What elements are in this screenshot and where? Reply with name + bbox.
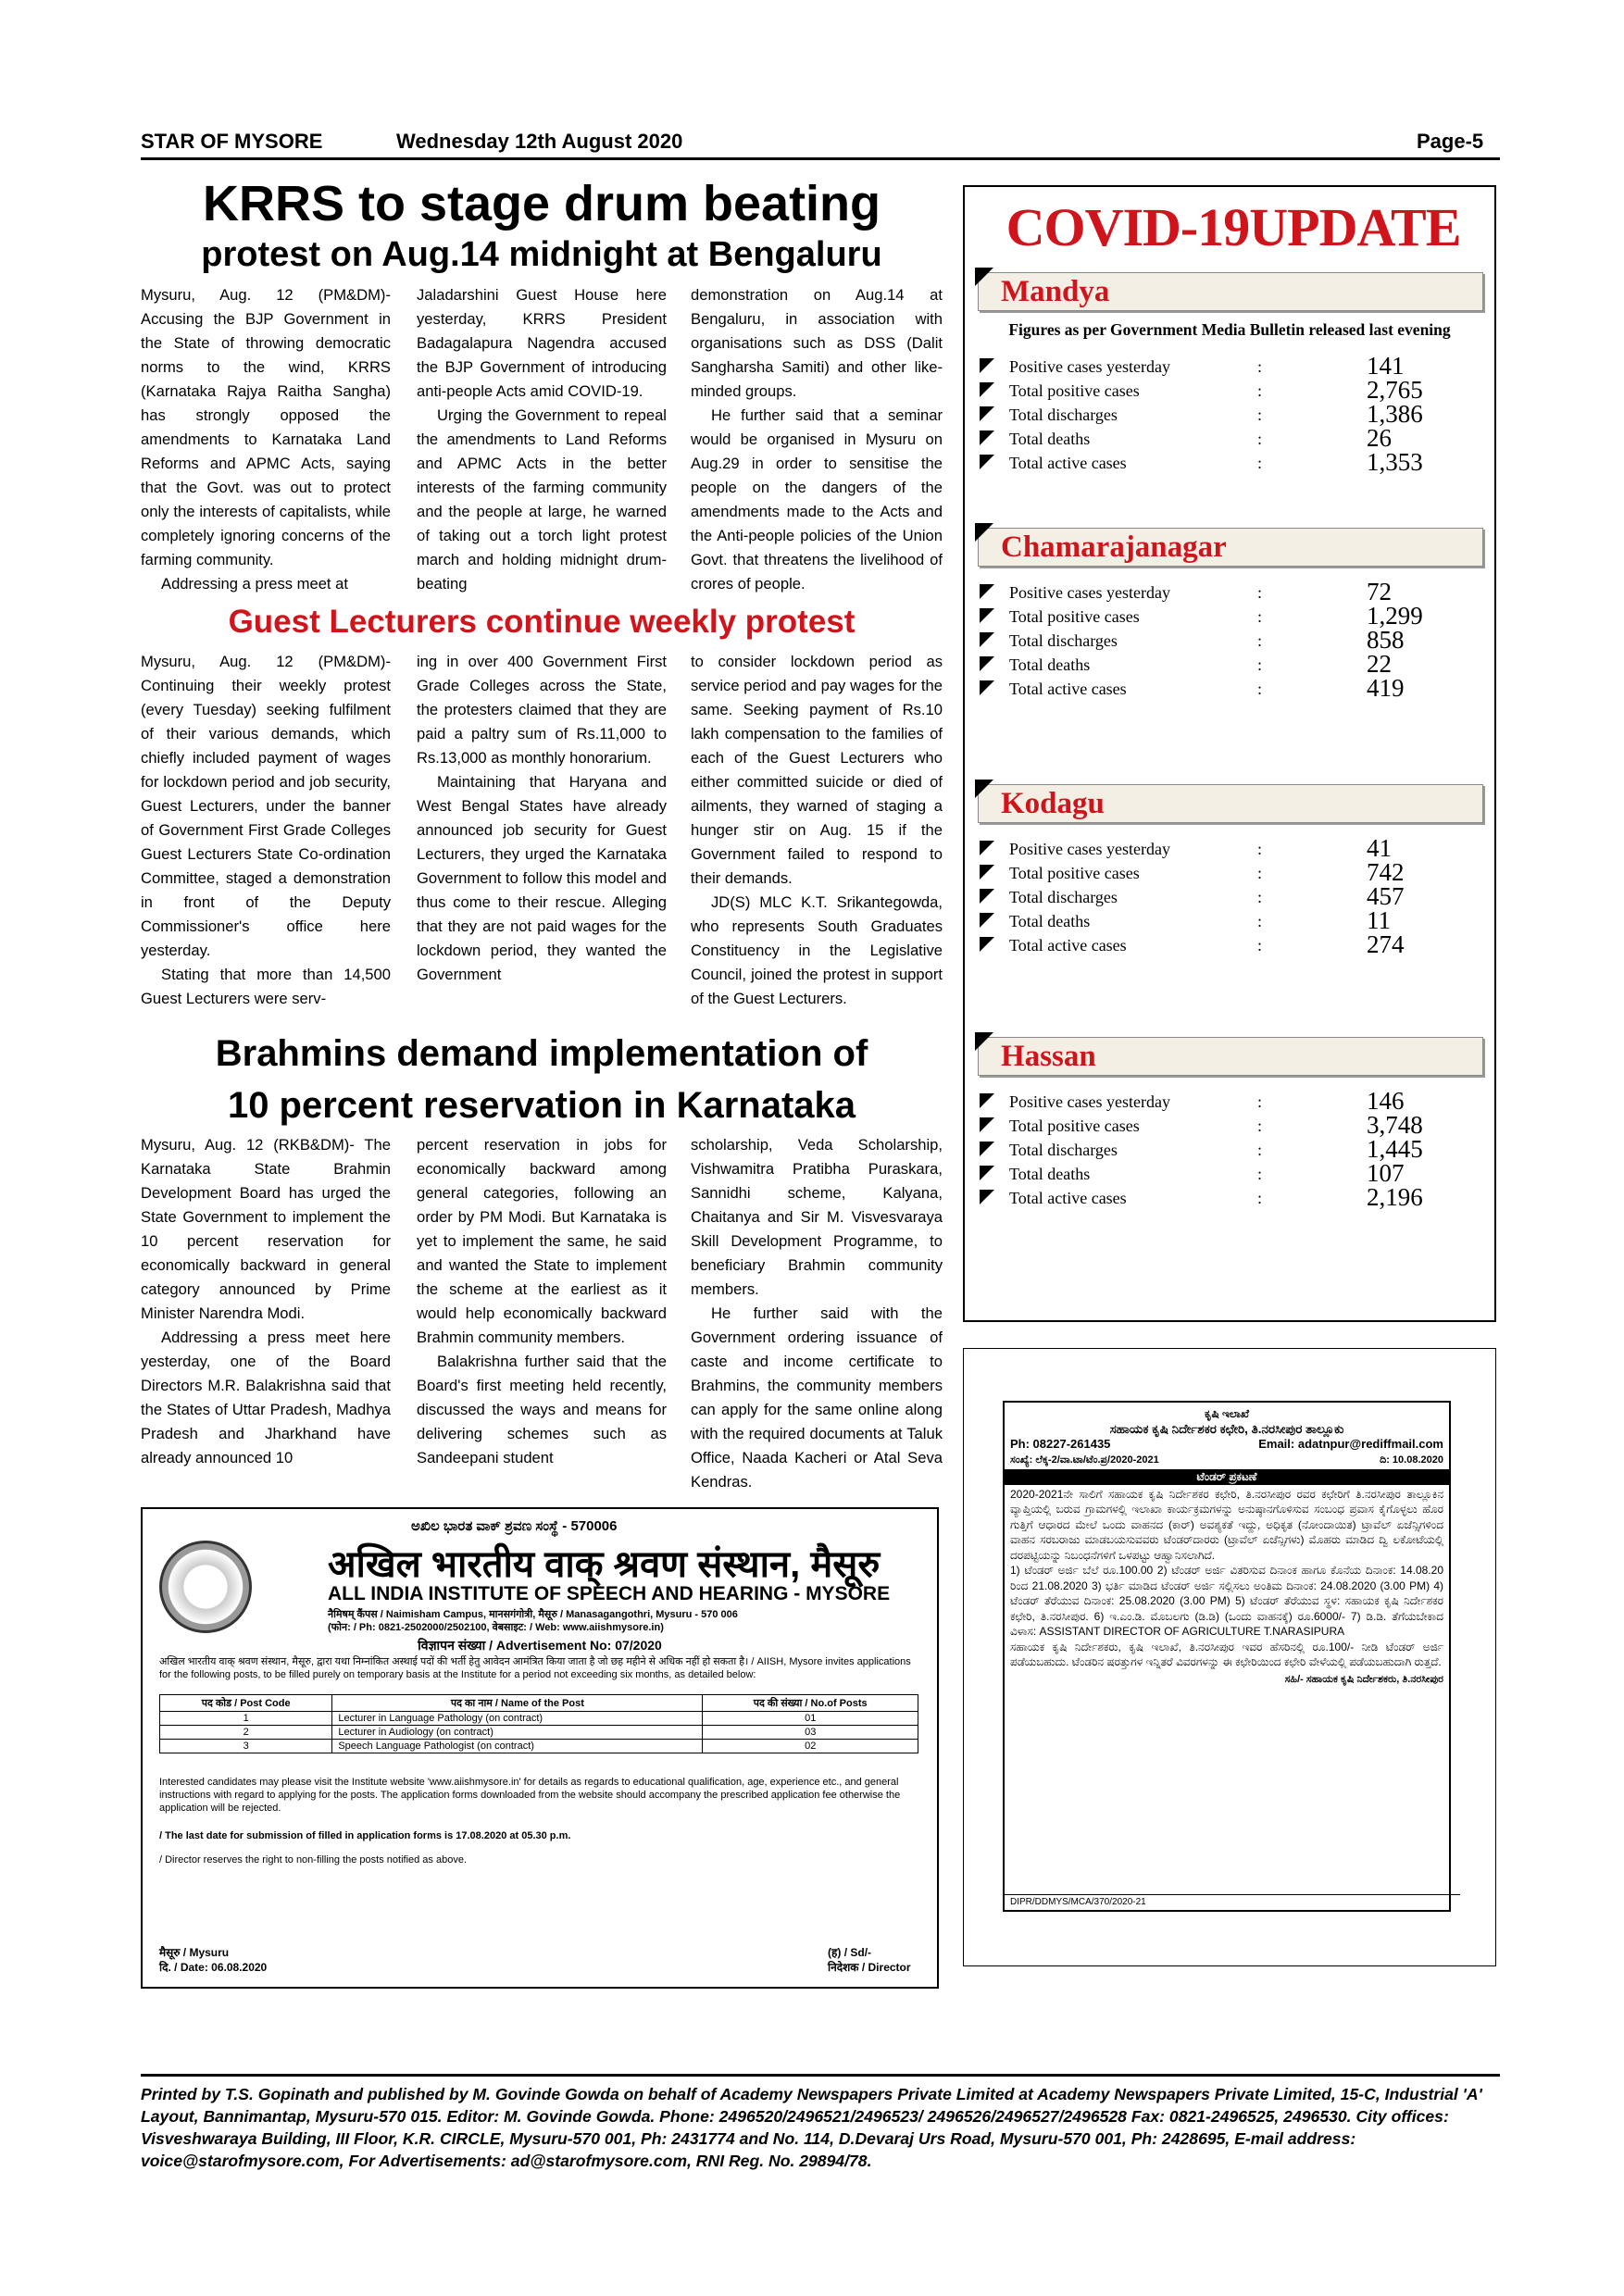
tender-email: Email: adatnpur@rediffmail.com <box>1258 1437 1443 1451</box>
stat-label: Total deaths <box>1009 655 1091 674</box>
table-row <box>160 1740 918 1753</box>
table-header-cell: पद का नाम / Name of the Post <box>332 1695 703 1712</box>
stat-label: Total active cases <box>1009 680 1127 698</box>
paragraph: He further said with the Government ordering issuance of caste and income certificate to Brahmins, the community members can apply for the same online along with the required documents at Taluk Office, Naada Kacheri or Atal Seva Kendras. <box>691 1304 943 1491</box>
stat-label: Positive cases yesterday <box>1009 840 1170 858</box>
bullet-triangle-icon <box>980 913 994 928</box>
tender-dept: ಕೃಷಿ ಇಲಾಖೆ <box>1204 1407 1250 1420</box>
tender-notice-title: ಟೆಂಡರ್ ಪ್ರಕಟಣೆ <box>1005 1469 1449 1485</box>
stat-value: 274 <box>1367 930 1405 958</box>
stat-value: 1,445 <box>1367 1135 1423 1163</box>
table-header-row <box>160 1695 918 1712</box>
aiish-contact: (फोन: / Ph: 0821-2502000/2502100, वेबसाइट: / Web: www.aiishmysore.in) <box>328 1622 664 1633</box>
imprint-footer: Printed by T.S. Gopinath and published by M. Govinde Gowda on behalf of Academy Newspapers Private Limited at Academy Newspapers Private Limited, 15-C, Industrial 'A' Layout, Bannimantap, Mysuru-570 015. Editor: M. Govinde Gowda. Phone: 2496520/2496521/2496523/ 2496526/2496527/2496528 Fax: 0821-2496525, 2496530. City offices: Visveshwaraya Building, III Floor, K.R. CIRCLE, Mysuru-570 001, Ph: 2431774 and No. 114, D.Devaraj Urs Road, Mysuru-570 001, Ph: 2428695, E-mail address: voice@starofmysore.com, For Advertisements: ad@starofmysore.com, RNI Reg. No. 29894/78. <box>141 2085 1482 2170</box>
stat-label: Positive cases yesterday <box>1009 1092 1170 1111</box>
bullet-triangle-icon <box>980 406 994 421</box>
stat-value: 26 <box>1367 424 1392 452</box>
stat-colon: : <box>1257 1189 1263 1207</box>
story2-headline: Guest Lecturers continue weekly protest <box>228 604 856 640</box>
stat-value: 2,765 <box>1367 376 1423 404</box>
stat-label: Total positive cases <box>1009 864 1140 882</box>
stat-label: Total positive cases <box>1009 381 1140 400</box>
stat-value: 11 <box>1367 906 1391 934</box>
corner-marker-icon <box>975 268 993 286</box>
stat-value: 41 <box>1367 834 1392 862</box>
paragraph: Jaladarshini Guest House here yesterday, KRRS President Badagalapura Nagendra accused the BJP Government of introducing anti-people Acts amid COVID-19. <box>417 286 667 400</box>
tender-ad <box>1003 1401 1451 1912</box>
corner-marker-icon <box>975 1032 993 1051</box>
bullet-triangle-icon <box>980 1117 994 1132</box>
bullet-triangle-icon <box>980 1093 994 1108</box>
paragraph: Mysuru, Aug. 12 (PM&DM)- Accusing the BJP Government in the State of throwing democratic norms to the wind, KRRS (Karnataka Rajya Raitha Sangha) has strongly opposed the amendments to Karnataka Land Reforms and APMC Acts, saying that the Govt. was out to protect only the interests of capitalists, while completely ignoring concerns of the farming community. <box>141 286 391 568</box>
story2-column-2 <box>417 650 667 987</box>
aiish-kannada-header: ಅಖಿಲ ಭಾರತ ವಾಕ್ ಶ್ರವಣ ಸಂಸ್ಥೆ - 570006 <box>411 1518 618 1534</box>
covid-title: COVID-19UPDATE <box>1006 197 1461 257</box>
table-cell: 03 <box>703 1726 918 1740</box>
paragraph: Mysuru, Aug. 12 (RKB&DM)- The Karnataka State Brahmin Development Board has urged the State Government to implement the 10 percent reservation for economically backward in general category announced by Prime Minister Narendra Modi. <box>141 1136 391 1322</box>
stat-label: Total discharges <box>1009 631 1118 650</box>
stat-colon: : <box>1257 1092 1263 1111</box>
district-header <box>978 528 1483 567</box>
tender-office: ಸಹಾಯಕ ಕೃಷಿ ನಿರ್ದೇಶಕರ ಕಛೇರಿ, ತಿ.ನರಸೀಪುರ ತಾಲ್ಲೂಕು <box>1109 1421 1344 1436</box>
stat-label: Total discharges <box>1009 406 1118 424</box>
aiish-sign-title: निदेशक / Director <box>828 1961 911 1974</box>
bullet-triangle-icon <box>980 865 994 880</box>
tender-ad-frame <box>963 1348 1496 1966</box>
stat-value: 1,299 <box>1367 602 1423 630</box>
aiish-deadline: / The last date for submission of filled in application forms is 17.08.2020 at 05.30 p.m. <box>159 1830 571 1841</box>
stat-row <box>980 1181 1483 1217</box>
stat-colon: : <box>1257 840 1263 858</box>
paragraph: demonstration on Aug.14 at Bengaluru, in association with organisations such as DSS (Dalit Sangharsha Samiti) and other like-minded groups. <box>691 286 943 400</box>
district-header <box>978 784 1483 823</box>
table-cell: 02 <box>703 1740 918 1753</box>
stat-label: Total active cases <box>1009 454 1127 472</box>
aiish-address: नैमिषम् कैंपस / Naimisham Campus, मानसगंगोत्री, मैसूरु / Manasagangothri, Mysuru - 570 006 <box>328 1609 738 1620</box>
bullet-triangle-icon <box>980 358 994 373</box>
stat-colon: : <box>1257 936 1263 955</box>
table-cell: Lecturer in Audiology (on contract) <box>332 1726 703 1740</box>
aiish-adv-number: विज्ञापन संख्या / Advertisement No: 07/2020 <box>418 1638 662 1653</box>
bullet-triangle-icon <box>980 889 994 904</box>
paragraph: to consider lockdown period as service period and pay wages for the same. Seeking payment of Rs.10 lakh compensation to the families of each of the Guest Lecturers who either committed suicide or died of ailments, they warned of staging a hunger stir on Aug. 15 if the Government failed to respond to their demands. <box>691 653 943 887</box>
stat-value: 2,196 <box>1367 1183 1423 1211</box>
stat-colon: : <box>1257 888 1263 906</box>
bullet-triangle-icon <box>980 937 994 952</box>
story2-column-3 <box>691 650 943 1011</box>
stat-label: Total positive cases <box>1009 1117 1140 1135</box>
district-header <box>978 1037 1483 1076</box>
stat-colon: : <box>1257 454 1263 472</box>
footer-rule <box>141 2074 1500 2077</box>
bulletin-note: Figures as per Government Media Bulletin released last evening <box>1008 320 1451 339</box>
stat-label: Total active cases <box>1009 1189 1127 1207</box>
stat-row <box>980 929 1483 964</box>
stat-row <box>980 446 1483 481</box>
stat-colon: : <box>1257 631 1263 650</box>
stat-label: Total deaths <box>1009 912 1091 930</box>
stat-colon: : <box>1257 1141 1263 1159</box>
covid-update-box <box>963 185 1496 1322</box>
stat-label: Total deaths <box>1009 1165 1091 1183</box>
aiish-advertisement <box>141 1507 939 1989</box>
stat-label: Total positive cases <box>1009 607 1140 626</box>
story1-column-2 <box>417 283 667 596</box>
paragraph: Mysuru, Aug. 12 (PM&DM)- Continuing their weekly protest (every Tuesday) seeking fulfilment of their various demands, which chiefly included payment of wages for lockdown period and job security, Guest Lecturers, under the banner of Government First Grade Colleges Guest Lecturers State Co-ordination Committee, staged a demonstration in front of the Deputy Commissioner's office here yesterday. <box>141 653 391 959</box>
stat-value: 1,386 <box>1367 400 1423 428</box>
story3-headline-line2: 10 percent reservation in Karnataka <box>227 1085 856 1126</box>
stat-colon: : <box>1257 912 1263 930</box>
bullet-triangle-icon <box>980 656 994 671</box>
stat-value: 1,353 <box>1367 448 1423 476</box>
stat-colon: : <box>1257 357 1263 376</box>
paragraph: Balakrishna further said that the Board's first meeting held recently, discussed the ways and means for delivering schemes such as Sandeepani student <box>417 1353 667 1466</box>
table-cell: 01 <box>703 1712 918 1726</box>
stat-value: 742 <box>1367 858 1405 886</box>
stat-label: Positive cases yesterday <box>1009 357 1170 376</box>
aiish-hindi-title: अखिल भारतीय वाक् श्रवण संस्थान, मैसूरु <box>328 1544 881 1585</box>
table-header-cell: पद कोड / Post Code <box>160 1695 332 1712</box>
district-name: Chamarajanagar <box>1001 530 1227 564</box>
table-cell: Lecturer in Language Pathology (on contract) <box>332 1712 703 1726</box>
aiish-posts-table <box>159 1694 918 1753</box>
tender-signature: ಸಹಿ/- ಸಹಾಯಕ ಕೃಷಿ ನಿರ್ದೇಶಕರು, ತಿ.ನರಸೀಪುರ <box>1284 1673 1443 1685</box>
aiish-place: मैसूरु / Mysuru <box>159 1946 230 1959</box>
district-header <box>978 272 1483 311</box>
stat-colon: : <box>1257 583 1263 602</box>
paragraph: Stating that more than 14,500 Guest Lecturers were serv- <box>141 966 391 1007</box>
paragraph: Addressing a press meet at <box>161 575 348 593</box>
bullet-triangle-icon <box>980 680 994 695</box>
stat-value: 419 <box>1367 674 1405 702</box>
bullet-triangle-icon <box>980 841 994 855</box>
paragraph: JD(S) MLC K.T. Srikantegowda, who represents South Graduates Constituency in the Legislative Council, joined the protest in support of the Guest Lecturers. <box>691 893 943 1007</box>
stat-row <box>980 672 1483 707</box>
stat-label: Total deaths <box>1009 430 1091 448</box>
aiish-date: दि. / Date: 06.08.2020 <box>159 1961 268 1974</box>
district-name: Hassan <box>1001 1040 1096 1073</box>
table-row <box>160 1712 918 1726</box>
corner-marker-icon <box>975 780 993 798</box>
aiish-sign: (ह) / Sd/- <box>828 1946 872 1959</box>
aiish-intro: अखिल भारतीय वाक् श्रवण संस्थान, मैसूरु, द्वारा यथा निम्नांकित अस्थाई पदों की भर्ती हेतु आवेदन आमंत्रित किया जाता है जो छह महीने से अधिक नहीं हो सकता है। / AIISH, Mysore invites applications for the following posts, to be filled purely on temporary basis at the Institute for a period not exceeding six months, as detailed below: <box>159 1656 911 1680</box>
tender-body: 2020-2021ನೇ ಸಾಲಿಗೆ ಸಹಾಯಕ ಕೃಷಿ ನಿರ್ದೇಶಕರ ಕಛೇರಿ, ತಿ.ನರಸೀಪುರ ರವರ ಕಛೇರಿಗೆ ತಿ.ನರಸೀಪುರ ತಾಲ್ಲೂಕಿನ ವ್ಯಾಪ್ತಿಯಲ್ಲಿ ಬರುವ ಗ್ರಾಮಗಳಲ್ಲಿ ಇಲಾಖಾ ಕಾರ್ಯಕ್ರಮಗಳನ್ನು ಅನುಷ್ಠಾನಗೊಳಿಸುವ ಸಂಬಂಧ ಪ್ರವಾಸ ಕೈಗೊಳ್ಳಲು ಹೊರ ಗುತ್ತಿಗೆ ಆಧಾರದ ಮೇಲೆ ಒಂದು ವಾಹನದ (ಕಾರ್) ಅವಶ್ಯಕತೆ ಇದ್ದು, ಅಧಿಕೃತ (ನೋಂದಾಯಿತ) ಟ್ರಾವೆಲ್ ಏಜೆನ್ಸಿಗಳಿಂದ ವಾಹನ ಸರಬರಾಜು ಮಾಡಬಯಸುವವರು ಟೆಂಡರ್‌ದಾರರು (ಟ್ರಾವೆಲ್ ಏಜೆನ್ಸಿಗಳು) ಮೊಹರು ಮಾಡಿದ ದ್ವಿ ಲಕೋಟೆಯಲ್ಲಿ ದರಪಟ್ಟಿಯನ್ನು ನಿಬಂಧನೆಗಳಿಗೆ ಒಳಪಟ್ಟು ಆಹ್ವಾನಿಸಲಾಗಿದೆ. <box>1010 1487 1443 1562</box>
story3-column-3 <box>691 1133 943 1494</box>
stat-colon: : <box>1257 655 1263 674</box>
paragraph: Urging the Government to repeal the amendments to Land Reforms and APMC Acts in the better interests of the farming community and the people at large, he warned of taking out a torch light protest march and holding midnight drum-beating <box>417 406 667 593</box>
stat-value: 3,748 <box>1367 1111 1423 1139</box>
stat-label: Total active cases <box>1009 936 1127 955</box>
stat-colon: : <box>1257 680 1263 698</box>
story2-column-1 <box>141 650 391 1011</box>
stat-label: Positive cases yesterday <box>1009 583 1170 602</box>
table-cell: 2 <box>160 1726 332 1740</box>
paragraph: Addressing a press meet here yesterday, one of the Board Directors M.R. Balakrishna said that the States of Uttar Pradesh, Madhya Pradesh and Jharkhand have already announced 10 <box>141 1329 391 1466</box>
bullet-triangle-icon <box>980 608 994 623</box>
paper-name: STAR OF MYSORE <box>141 130 323 153</box>
stat-colon: : <box>1257 864 1263 882</box>
bullet-triangle-icon <box>980 1166 994 1180</box>
paragraph: ing in over 400 Government First Grade Colleges across the State, the protesters claimed that they are paid a paltry sum of Rs.11,000 to Rs.13,000 as monthly honorarium. <box>417 653 667 767</box>
district-name: Kodagu <box>1001 787 1105 820</box>
story1-subheadline: protest on Aug.14 midnight at Bengaluru <box>201 235 882 274</box>
table-header-cell: पद की संख्या / No.of Posts <box>703 1695 918 1712</box>
stat-label: Total discharges <box>1009 1141 1118 1159</box>
stat-value: 107 <box>1367 1159 1405 1187</box>
tender-closing: ಸಹಾಯಕ ಕೃಷಿ ನಿರ್ದೇಶಕರು, ಕೃಷಿ ಇಲಾಖೆ, ತಿ.ನರಸೀಪುರ ಇವರ ಹೆಸರಿನಲ್ಲಿ ರೂ.100/- ನೀಡಿ ಟೆಂಡರ್ ಅರ್ಜಿ ಪಡೆಯಬಹುದು. ಟೆಂಡರಿನ ಷರತ್ತುಗಳ ಇನ್ನಿತರೆ ವಿವರಗಳನ್ನು ಈ ಕಛೇರಿಯಿಂದ ಕಛೇರಿ ವೇಳೆಯಲ್ಲಿ ಪಡೆಯಬಹುದಾಗಿ ರುತ್ತದೆ. <box>1010 1640 1443 1668</box>
bullet-triangle-icon <box>980 382 994 397</box>
tender-code: DIPR/DDMYS/MCA/370/2020-21 <box>1005 1894 1460 1911</box>
story3-headline-line1: Brahmins demand implementation of <box>215 1033 868 1074</box>
story3-column-1 <box>141 1133 391 1470</box>
aiish-body: Interested candidates may please visit the Institute website 'www.aiishmysore.in' for details as regards to educational qualification, age, experience etc., and general instructions with regard to applying for the posts. The application forms downloaded from the website should accompany the prescribed application fee otherwise the application will be rejected. <box>159 1777 901 1814</box>
stat-value: 146 <box>1367 1087 1405 1115</box>
stat-colon: : <box>1257 607 1263 626</box>
story3-headline <box>141 1028 943 1131</box>
stat-colon: : <box>1257 430 1263 448</box>
table-cell: 1 <box>160 1712 332 1726</box>
story1-column-1 <box>141 283 391 596</box>
stat-colon: : <box>1257 381 1263 400</box>
bullet-triangle-icon <box>980 1142 994 1156</box>
stat-value: 457 <box>1367 882 1405 910</box>
corner-marker-icon <box>975 523 993 542</box>
tender-terms: 1) ಟೆಂಡರ್ ಅರ್ಜಿ ಬೆಲೆ ರೂ.100.00 2) ಟೆಂಡರ್ ಅರ್ಜಿ ವಿತರಿಸುವ ದಿನಾಂಕ ಹಾಗೂ ಕೊನೆಯ ದಿನಾಂಕ: 14.08.20 ರಿಂದ 21.08.2020 3) ಭರ್ತಿ ಮಾಡಿದ ಟೆಂಡರ್ ಅರ್ಜಿ ಸಲ್ಲಿಸಲು ಅಂತಿಮ ದಿನಾಂಕ: 24.08.2020 (3.00 PM) 4) ಟೆಂಡರ್ ತೆರೆಯುವ ದಿನಾಂಕ: 25.08.2020 (3.00 PM) 5) ಟೆಂಡರ್ ತೆರೆಯುವ ಸ್ಥಳ: ಸಹಾಯಕ ಕೃಷಿ ನಿರ್ದೇಶಕರ ಕಛೇರಿ, ತಿ.ನರಸೀಪುರ. 6) ಇ.ಎಂ.ಡಿ. ಮೊಬಲಗು (ಡಿ.ಡಿ) (ಒಂದು ವಾಹನಕ್ಕೆ) ರೂ.6000/- 7) ಡಿ.ಡಿ. ತೆಗೆಯಬೇಕಾದ ವಿಳಾಸ: ASSISTANT DIRECTOR OF AGRICULTURE T.NARASIPURA <box>1010 1564 1443 1638</box>
paragraph: percent reservation in jobs for economically backward among general categories, following an order by PM Modi. But Karnataka is yet to implement the same, he said and wanted the State to implement the scheme at the earliest as it would help economically backward Brahmin community members. <box>417 1136 667 1346</box>
table-row <box>160 1726 918 1740</box>
aiish-logo-icon <box>159 1541 252 1633</box>
stat-value: 858 <box>1367 626 1405 654</box>
tender-phone: Ph: 08227-261435 <box>1010 1437 1111 1451</box>
table-cell: 3 <box>160 1740 332 1753</box>
aiish-director-note: / Director reserves the right to non-filling the posts notified as above. <box>159 1854 468 1866</box>
paragraph: scholarship, Veda Scholarship, Vishwamitra Pratibha Puraskara, Sannidhi scheme, Kalyana, Chaitanya and Sir M. Visvesvaraya Skill Development Programme, to beneficiary Brahmin community members. <box>691 1136 943 1298</box>
stat-value: 141 <box>1367 352 1405 380</box>
tender-ref: ಸಂಖ್ಯೆ: ಲೆಕ್ಕ-2/ವಾ.ಟಾ/ಟೆಂ.ಪ್ರ/2020-2021 <box>1010 1454 1159 1466</box>
bullet-triangle-icon <box>980 632 994 647</box>
paragraph: Maintaining that Haryana and West Bengal States have already announced job security for Guest Lecturers, they urged the Karnataka Government to follow this model and thus come to their rescue. Alleging that they are not paid wages for the lockdown period, they wanted the Government <box>417 773 667 983</box>
stat-colon: : <box>1257 1117 1263 1135</box>
bullet-triangle-icon <box>980 1190 994 1204</box>
district-name: Mandya <box>1001 275 1110 308</box>
bullet-triangle-icon <box>980 584 994 599</box>
page-number: Page-5 <box>1417 130 1484 153</box>
aiish-english-title: ALL INDIA INSTITUTE OF SPEECH AND HEARING - MYSORE <box>328 1583 891 1604</box>
stat-value: 22 <box>1367 650 1392 678</box>
bullet-triangle-icon <box>980 455 994 469</box>
paragraph: He further said that a seminar would be organised in Mysuru on Aug.29 in order to sensitise the people on the dangers of the amendments made to the Acts and the Anti-people policies of the Union Govt. that threatens the livelihood of crores of people. <box>691 406 943 593</box>
table-cell: Speech Language Pathologist (on contract) <box>332 1740 703 1753</box>
stat-value: 72 <box>1367 578 1392 605</box>
story1-headline: KRRS to stage drum beating <box>202 176 881 231</box>
story3-column-2 <box>417 1133 667 1470</box>
stat-colon: : <box>1257 1165 1263 1183</box>
tender-date: ದಿ: 10.08.2020 <box>1380 1454 1443 1466</box>
issue-date: Wednesday 12th August 2020 <box>396 130 683 153</box>
masthead-rule <box>141 157 1500 160</box>
stat-colon: : <box>1257 406 1263 424</box>
stat-label: Total discharges <box>1009 888 1118 906</box>
bullet-triangle-icon <box>980 430 994 445</box>
story1-column-3 <box>691 283 943 596</box>
